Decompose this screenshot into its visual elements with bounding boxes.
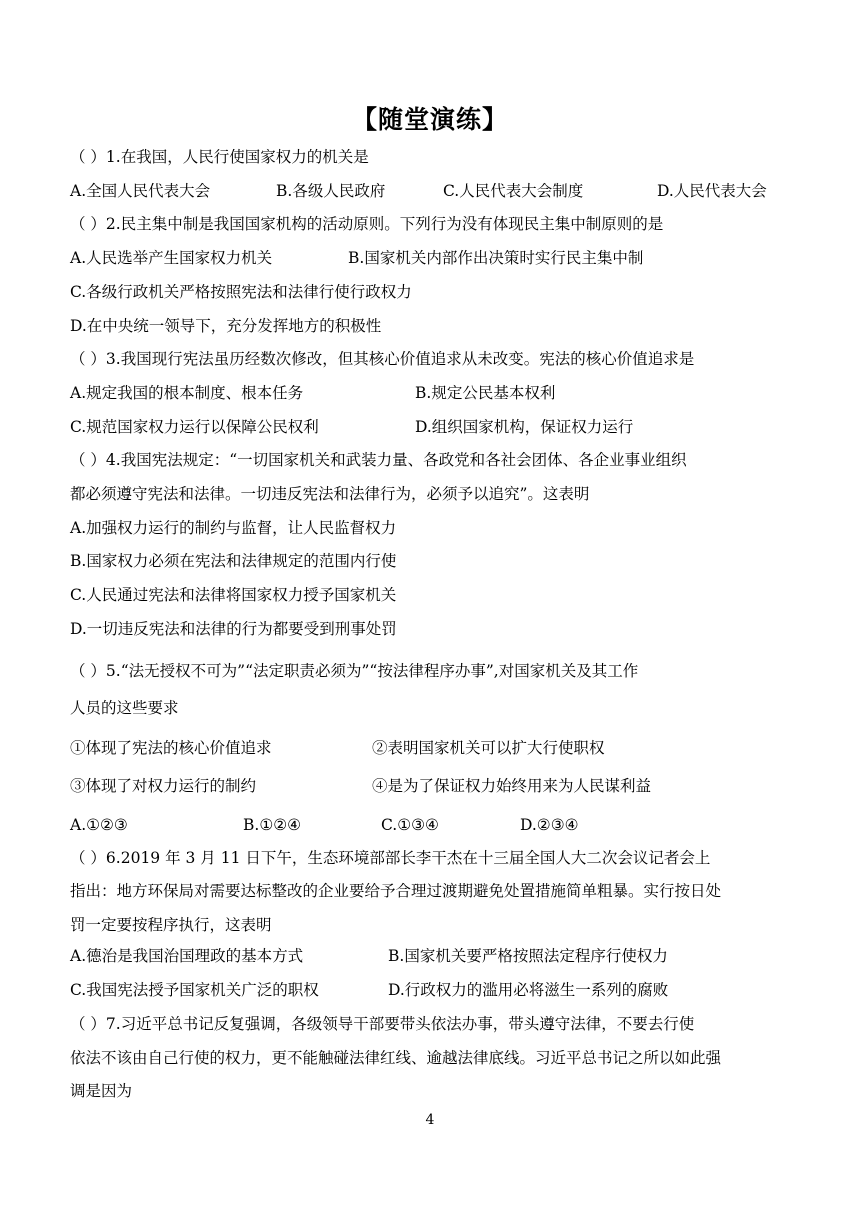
question-5-statement-1: ①体现了宪法的核心价值追求 <box>70 739 272 757</box>
question-1-stem: （ ）1.在我国，人民行使国家权力的机关是 <box>70 148 369 166</box>
question-5-stem-line-1: （ ）5.“法无授权不可为”“法定职责必须为”“按法律程序办事”,对国家机关及其工作 <box>70 662 639 680</box>
question-5-statement-3: ③体现了对权力运行的制约 <box>70 777 257 795</box>
question-3-option-c: C.规范国家权力运行以保障公民权利 <box>70 418 319 436</box>
page-number: 4 <box>425 1112 435 1128</box>
question-4-option-a: A.加强权力运行的制约与监督，让人民监督权力 <box>70 519 397 537</box>
question-2-option-a: A.人民选举产生国家权力机关 <box>70 249 273 267</box>
question-7-stem-line-3: 调是因为 <box>70 1082 133 1100</box>
question-3-option-a: A.规定我国的根本制度、根本任务 <box>70 384 304 402</box>
question-5-statement-2: ②表明国家机关可以扩大行使职权 <box>372 739 605 757</box>
question-6-option-d: D.行政权力的滥用必将滋生一系列的腐败 <box>388 981 669 999</box>
question-4-stem-line-1: （ ）4.我国宪法规定：“一切国家机关和武装力量、各政党和各社会团体、各企业事业组织 <box>70 451 687 469</box>
question-6-stem-line-2: 指出：地方环保局对需要达标整改的企业要给予合理过渡期避免处置措施简单粗暴。实行按日处 <box>70 882 722 900</box>
question-1-option-c: C.人民代表大会制度 <box>443 182 584 200</box>
question-6-option-b: B.国家机关要严格按照法定程序行使权力 <box>388 947 668 965</box>
question-2-option-d: D.在中央统一领导下，充分发挥地方的积极性 <box>70 317 382 335</box>
question-4-option-d: D.一切违反宪法和法律的行为都要受到刑事处罚 <box>70 620 397 638</box>
question-7-stem-line-2: 依法不该由自己行使的权力，更不能触碰法律红线、逾越法律底线。习近平总书记之所以如此强 <box>70 1049 722 1067</box>
question-1-option-b: B.各级人民政府 <box>276 182 386 200</box>
question-6-stem-line-1: （ ）6.2019 年 3 月 11 日下午，生态环境部部长李干杰在十三届全国人大二次会议记者会上 <box>70 849 711 867</box>
question-5-option-d: D.②③④ <box>520 816 579 834</box>
question-7-stem-line-1: （ ）7.习近平总书记反复强调，各级领导干部要带头依法办事，带头遵守法律，不要去行使 <box>70 1015 695 1033</box>
question-3-option-d: D.组织国家机构，保证权力运行 <box>415 418 634 436</box>
question-6-stem-line-3: 罚一定要按程序执行，这表明 <box>70 916 272 934</box>
question-2-option-b: B.国家机关内部作出决策时实行民主集中制 <box>348 249 644 267</box>
question-4-option-b: B.国家权力必须在宪法和法律规定的范围内行使 <box>70 552 397 570</box>
question-5-option-a: A.①②③ <box>70 816 128 834</box>
page-title: 【随堂演练】 <box>351 105 508 134</box>
question-5-option-b: B.①②④ <box>243 816 302 834</box>
question-3-stem: （ ）3.我国现行宪法虽历经数次修改，但其核心价值追求从未改变。宪法的核心价值追求是 <box>70 350 695 368</box>
question-3-option-b: B.规定公民基本权利 <box>415 384 556 402</box>
question-4-stem-line-2: 都必须遵守宪法和法律。一切违反宪法和法律行为，必须予以追究”。这表明 <box>70 485 590 503</box>
question-5-option-c: C.①③④ <box>381 816 439 834</box>
question-6-option-a: A.德治是我国治国理政的基本方式 <box>70 947 304 965</box>
question-2-stem: （ ）2.民主集中制是我国国家机构的活动原则。下列行为没有体现民主集中制原则的是 <box>70 215 664 233</box>
question-5-statement-4: ④是为了保证权力始终用来为人民谋利益 <box>372 777 652 795</box>
question-1-option-d: D.人民代表大会 <box>657 182 767 200</box>
question-1-option-a: A.全国人民代表大会 <box>70 182 211 200</box>
question-4-option-c: C.人民通过宪法和法律将国家权力授予国家机关 <box>70 586 397 604</box>
question-6-option-c: C.我国宪法授予国家机关广泛的职权 <box>70 981 319 999</box>
question-5-stem-line-2: 人员的这些要求 <box>70 699 179 717</box>
question-2-option-c: C.各级行政机关严格按照宪法和法律行使行政权力 <box>70 283 412 301</box>
